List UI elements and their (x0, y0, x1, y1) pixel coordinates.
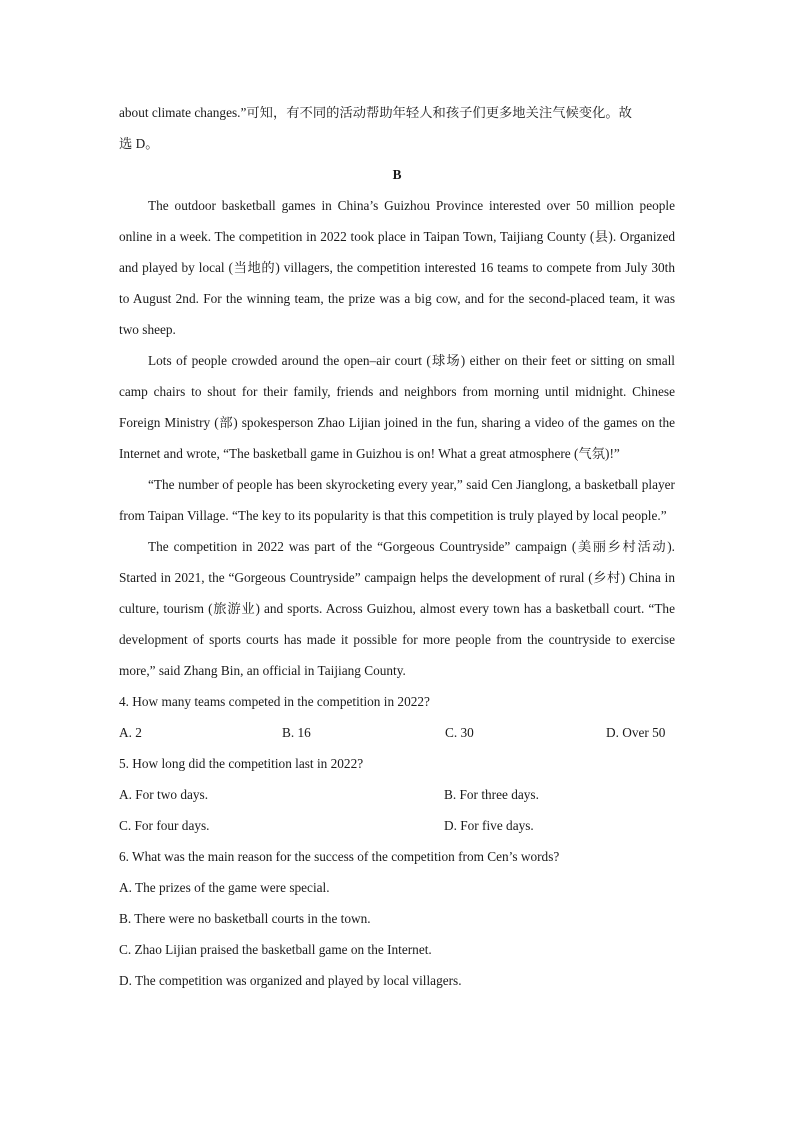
question-6-stem: 6. What was the main reason for the success of the competition from Cen’s words? (119, 849, 560, 864)
section-heading: B (392, 167, 402, 182)
question-5-stem: 5. How long did the competition last in 2022? (119, 756, 364, 771)
question-5-options-row-1 (119, 779, 675, 810)
question-5-option-b: B. For three days. (444, 787, 539, 802)
question-6-option-a: A. The prizes of the game were special. (119, 880, 330, 895)
question-5-option-a: A. For two days. (119, 787, 209, 802)
intro-line-2: 选 D。 (119, 136, 159, 151)
question-4-stem: 4. How many teams competed in the competition in 2022? (119, 694, 430, 709)
passage-paragraph-3: “The number of people has been skyrocketing every year,” said Cen Jianglong, a basketball player from Taipan Village. “The key to its popularity is that this competition is truly played by local people.” (119, 477, 675, 523)
question-6-option-c: C. Zhao Lijian praised the basketball game on the Internet. (119, 942, 432, 957)
question-6-option-b: B. There were no basketball courts in the town. (119, 911, 371, 926)
question-4-option-d: D. Over 50 (606, 725, 666, 740)
intro-line-1: about climate changes.”可知，有不同的活动帮助年轻人和孩子们更多地关注气候变化。故 (119, 105, 632, 120)
question-4-option-b: B. 16 (282, 725, 311, 740)
question-5 (119, 748, 675, 841)
question-4-option-a: A. 2 (119, 725, 142, 740)
question-5-options-row-2 (119, 810, 675, 841)
question-6 (119, 841, 675, 996)
passage-paragraph-1: The outdoor basketball games in China’s Guizhou Province interested over 50 million people online in a week. The competition in 2022 took place in Taipan Town, Taijiang County (县). Organized and played by local (当地的) villagers, the competition interested 16 teams to compete from July 30th to August 2nd. For the winning team, the prize was a big cow, and for the second-placed team, it was two sheep. (119, 198, 675, 337)
question-4-option-c: C. 30 (445, 725, 474, 740)
question-6-option-d: D. The competition was organized and played by local villagers. (119, 973, 462, 988)
question-4 (119, 686, 675, 748)
document-page (119, 97, 675, 996)
passage-paragraph-4: The competition in 2022 was part of the “Gorgeous Countryside” campaign (美丽乡村活动). Started in 2021, the “Gorgeous Countryside” campaign helps the development of rural (乡村) China in culture, tourism (旅游业) and sports. Across Guizhou, almost every town has a basketball court. “The development of sports courts has made it possible for more people from the countryside to exercise more,” said Zhang Bin, an official in Taijiang County. (119, 539, 675, 678)
question-5-option-d: D. For five days. (444, 818, 534, 833)
question-5-option-c: C. For four days. (119, 818, 210, 833)
question-4-options (119, 717, 675, 748)
passage-paragraph-2: Lots of people crowded around the open–air court (球场) either on their feet or sitting on small camp chairs to shout for their family, friends and neighbors from morning until midnight. Chinese Foreign Ministry (部) spokesperson Zhao Lijian joined in the fun, sharing a video of the games on the Internet and wrote, “The basketball game in Guizhou is on! What a great atmosphere (气氛)!” (119, 353, 675, 461)
